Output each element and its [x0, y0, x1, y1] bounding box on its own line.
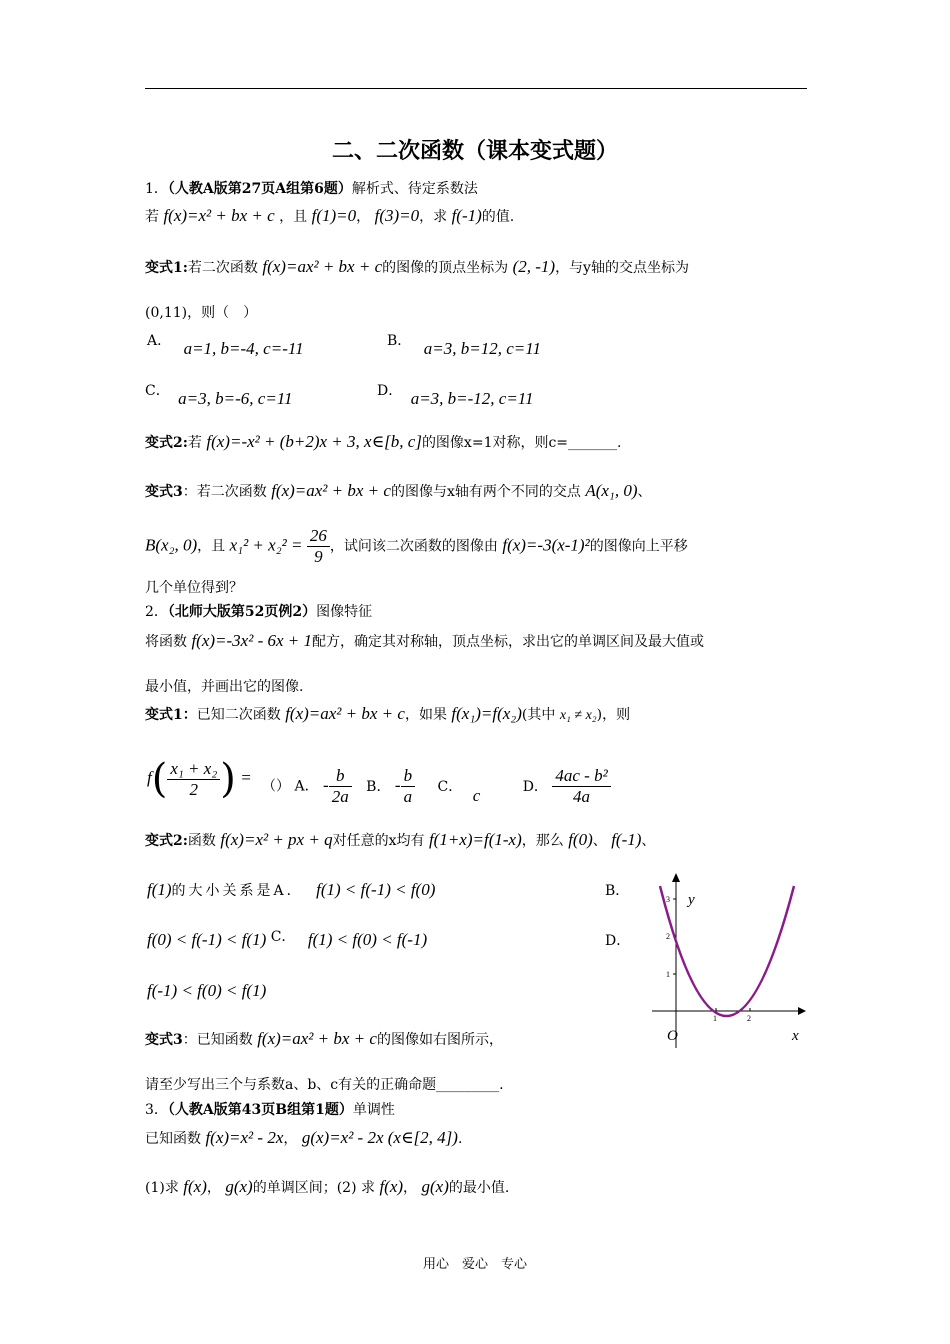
- q1-variant-2: [145, 432, 622, 452]
- q2-number: 2．: [145, 604, 168, 620]
- option-value: a=1, b=-4, c=-11: [183, 339, 304, 358]
- q2v2-value-3: f(1): [147, 880, 172, 899]
- q2v1-label: 变式1：: [145, 707, 197, 723]
- q1-number: 1．: [145, 181, 168, 197]
- right-paren-icon: ): [220, 756, 236, 802]
- q1v3-ask2: 的图像向上平移: [589, 538, 688, 555]
- q3-source: （人教A版第43页B组第1题）: [167, 1102, 353, 1118]
- q1v1-vertex: (2, -1): [512, 257, 556, 276]
- fraction-denominator: 2: [189, 779, 199, 799]
- option-d-fraction: [552, 766, 610, 807]
- q1v1-option-a: [147, 330, 304, 358]
- q1-stem-pre: 若: [145, 209, 159, 225]
- q2v2-condition: f(1+x)=f(1-x): [428, 830, 522, 849]
- x-axis-arrow-icon: [798, 1007, 806, 1015]
- q3-topic: 单调性: [352, 1102, 395, 1118]
- header-rule: [145, 88, 807, 89]
- q2v1-mid: ，如果: [404, 707, 447, 723]
- q1v3-line3: 几个单位得到？: [145, 580, 243, 596]
- option-label: B．: [366, 778, 391, 795]
- option-label: D．: [522, 778, 548, 795]
- q1-ask-post: 的值.: [481, 209, 515, 225]
- q1-heading: [145, 178, 478, 198]
- q1v3-fraction: [307, 526, 330, 567]
- q2v2-line3: [147, 930, 427, 950]
- q1v3-pre: ：若二次函数: [182, 484, 267, 500]
- page-title: 二、二次函数（课本变式题）: [331, 139, 618, 164]
- q1v1-line2: (0,11)，则（ ）: [145, 305, 258, 321]
- q2v2-option-a: f(1) < f(-1) < f(0): [316, 880, 436, 899]
- option-sign: -: [323, 775, 329, 795]
- q2v2-mid2: ，那么: [521, 833, 564, 849]
- q1v2-pre: 若: [187, 435, 202, 451]
- y-axis-arrow-icon: [672, 873, 680, 882]
- q2v1-condition: f(x₁)=f(x₂): [451, 704, 522, 723]
- q2-variant-2: [145, 830, 655, 850]
- q2v2-label: 变式2:: [145, 833, 188, 849]
- q2v2-label-c: C．: [270, 929, 296, 945]
- q3-l2-g2: g(x): [421, 1177, 449, 1196]
- q1v3-point-b: B(x₂, 0): [145, 535, 198, 555]
- q3-stem: [145, 1128, 462, 1148]
- q3-number: 3．: [145, 1102, 168, 1118]
- q3-l2-sep2: ，: [403, 1180, 418, 1196]
- q2v1-equals: =: [240, 768, 252, 787]
- fraction-denominator: a: [403, 787, 413, 806]
- q1-variant-3: [145, 481, 651, 501]
- q2v2-text2: 的大小关系是A．: [171, 883, 304, 899]
- origin-label: O: [667, 1028, 678, 1044]
- q2v2-value-2: f(-1): [611, 830, 642, 849]
- parabola-graph: [640, 868, 810, 1053]
- y-tick-label: 1: [666, 970, 670, 979]
- q2v1-lhs-f: f: [147, 768, 152, 787]
- q1-topic: 解析式、待定系数法: [351, 181, 478, 197]
- q3-heading: [145, 1099, 395, 1119]
- option-value: a=3, b=-12, c=11: [410, 389, 534, 408]
- q1v3-base-function: f(x)=-3(x-1)²: [502, 535, 590, 555]
- q2v2-mid: 对任意的x均有: [332, 833, 425, 849]
- q3-line2: [145, 1177, 509, 1197]
- q1v3-cond-lhs: x₁² + x₂² =: [229, 535, 303, 555]
- q2v1-blank: （）: [262, 778, 290, 795]
- q2v3-pre: ：已知函数: [182, 1032, 253, 1048]
- q3-l2-pre: (1)求: [145, 1180, 179, 1196]
- y-axis-label: y: [688, 892, 695, 908]
- q2v1-pre: 已知二次函数: [196, 707, 281, 723]
- fraction-denominator: 4a: [573, 787, 591, 806]
- q2v2-line2: [147, 880, 435, 900]
- q1v1-option-d: [377, 380, 534, 408]
- page-footer: 用心 爱心 专心: [422, 1257, 527, 1272]
- q3-f-function: f(x)=x² - 2x: [205, 1128, 284, 1147]
- q1-stem: [145, 206, 514, 226]
- q2-post: 配方，确定其对称轴，顶点坐标，求出它的单调区间及最大值或: [312, 634, 704, 650]
- q2-variant-1: [145, 704, 630, 724]
- x-axis-label: x: [792, 1028, 799, 1044]
- x-tick-label: 1: [713, 1014, 717, 1023]
- q2v2-label-b: B．: [605, 883, 630, 899]
- option-sign: -: [394, 775, 401, 795]
- q2v1-function: f(x)=ax² + bx + c: [285, 704, 405, 723]
- q1v2-label: 变式2:: [145, 435, 188, 451]
- q1v2-function: f(x)=-x² + (b+2)x + 3, x∈[b, c]: [206, 432, 422, 451]
- q2-variant-3: [145, 1029, 503, 1049]
- q2-heading: [145, 601, 372, 621]
- q2-stem: [145, 631, 704, 651]
- fraction-numerator: 26: [307, 526, 330, 547]
- q1v3-function: f(x)=ax² + bx + c: [271, 481, 391, 500]
- q2v2-option-c: f(1) < f(0) < f(-1): [307, 930, 428, 949]
- option-value: a=3, b=-6, c=11: [178, 389, 293, 408]
- q3-l2-mid: 的单调区间；(2) 求: [252, 1180, 375, 1196]
- q2v1-lhs-fraction: [167, 759, 220, 800]
- y-tick-label: 3: [666, 895, 670, 904]
- option-b-fraction: [401, 766, 416, 807]
- fraction-denominator: 2a: [331, 787, 349, 806]
- option-label: B．: [387, 333, 412, 349]
- fraction-numerator: b: [329, 766, 352, 787]
- left-paren-icon: (: [151, 756, 168, 802]
- q2v2-sep-1: 、: [592, 833, 607, 849]
- q1-condition-2: f(3)=0: [374, 206, 420, 225]
- q2-pre: 将函数: [145, 634, 187, 650]
- q1-function: f(x)=x² + bx + c: [163, 206, 275, 225]
- parabola-curve: [660, 886, 794, 1016]
- option-label: D．: [377, 383, 403, 399]
- q1-sep: ，: [356, 209, 371, 225]
- q3-l2-sep: ，: [206, 1180, 221, 1196]
- q1v3-cond-pre: ，且: [197, 538, 226, 555]
- q1v3-mid: 的图像与x轴有两个不同的交点: [390, 484, 581, 500]
- option-label: C．: [145, 383, 170, 399]
- q1-condition-1: f(1)=0: [311, 206, 357, 225]
- fraction-numerator: b: [401, 766, 416, 787]
- q2v3-line2: 请至少写出三个与系数a、b、c有关的正确命题_________.: [145, 1077, 504, 1093]
- fraction-denominator: 9: [314, 547, 323, 566]
- q2v2-sep-2: 、: [641, 833, 656, 849]
- q1-ask-mid: ，求: [419, 209, 448, 225]
- q1v3-line2: [145, 526, 688, 567]
- option-value: a=3, b=12, c=11: [423, 339, 541, 358]
- q1v1-option-c: [145, 380, 293, 408]
- q2v2-pre: 函数: [187, 833, 216, 849]
- q3-sep: ，: [283, 1131, 298, 1147]
- q1v1-label: 变式1:: [145, 260, 188, 276]
- q1v1-option-b: [387, 330, 541, 358]
- x-tick-label: 2: [747, 1014, 751, 1023]
- q1-variant-1: [145, 257, 689, 277]
- q3-g-function: g(x)=x² - 2x (x∈[2, 4]): [301, 1128, 458, 1147]
- q1v1-text2: 的图像的顶点坐标为: [382, 260, 509, 276]
- q1-cond-mid: ，且: [279, 209, 308, 225]
- q3-l2-f: f(x): [183, 1177, 207, 1196]
- q1v3-ask: ，试问该二次函数的图像由: [329, 538, 498, 555]
- q3-dot: .: [457, 1131, 463, 1147]
- q2v1-note: x₁ ≠ x₂: [559, 708, 597, 723]
- q2v3-post: 的图像如右图所示，: [376, 1032, 503, 1048]
- q2-source: （北师大版第52页例2）: [167, 604, 317, 620]
- q2-topic: 图像特征: [316, 604, 373, 620]
- option-value: c: [472, 785, 481, 805]
- q2v2-value-1: f(0): [568, 830, 593, 849]
- q2v2-option-d: [147, 981, 266, 1001]
- q3-pre: 已知函数: [145, 1131, 201, 1147]
- q2v3-function: f(x)=ax² + bx + c: [257, 1029, 377, 1048]
- q2v1-options: [262, 766, 611, 807]
- q2v2-label-d: D．: [605, 933, 631, 949]
- option-label: A．: [294, 778, 319, 795]
- q1v1-function: f(x)=ax² + bx + c: [262, 257, 383, 276]
- q2v1-note-post: )，则: [596, 707, 631, 723]
- q2v1-note-pre: (其中: [521, 707, 556, 723]
- q2-line2: 最小值，并画出它的图像.: [145, 679, 304, 695]
- q2v2-function: f(x)=x² + px + q: [220, 830, 333, 849]
- q1v3-sep-a: 、: [637, 484, 652, 500]
- q3-l2-g: g(x): [225, 1177, 253, 1196]
- q1v3-label: 变式3: [145, 484, 183, 500]
- q1v1-text3: ，与y轴的交点坐标为: [555, 260, 689, 276]
- option-label: C．: [437, 778, 463, 795]
- y-tick-label: 2: [666, 932, 670, 941]
- q2v2-option-b: f(0) < f(-1) < f(1): [147, 930, 267, 949]
- q3-l2-f2: f(x): [379, 1177, 404, 1196]
- fraction-numerator: x₁ + x₂: [167, 759, 220, 780]
- q1v2-post: 的图像x=1对称，则c=_______.: [421, 435, 622, 451]
- q1v3-point-a: A(x₁, 0): [585, 481, 638, 500]
- q2v3-label: 变式3: [145, 1032, 183, 1048]
- q1-ask: f(-1): [451, 206, 482, 225]
- option-a-fraction: [329, 766, 352, 807]
- option-label: A．: [147, 333, 172, 349]
- q1-source: （人教A版第27页A组第6题）: [167, 181, 352, 197]
- q1v1-text1: 若二次函数: [187, 260, 258, 276]
- q2v2-option-d-value: f(-1) < f(0) < f(1): [147, 981, 267, 1000]
- q2-function: f(x)=-3x² - 6x + 1: [191, 631, 312, 650]
- fraction-numerator: 4ac - b²: [552, 766, 610, 787]
- q3-l2-post: 的最小值.: [448, 1180, 510, 1196]
- q2v1-expression: [147, 756, 252, 802]
